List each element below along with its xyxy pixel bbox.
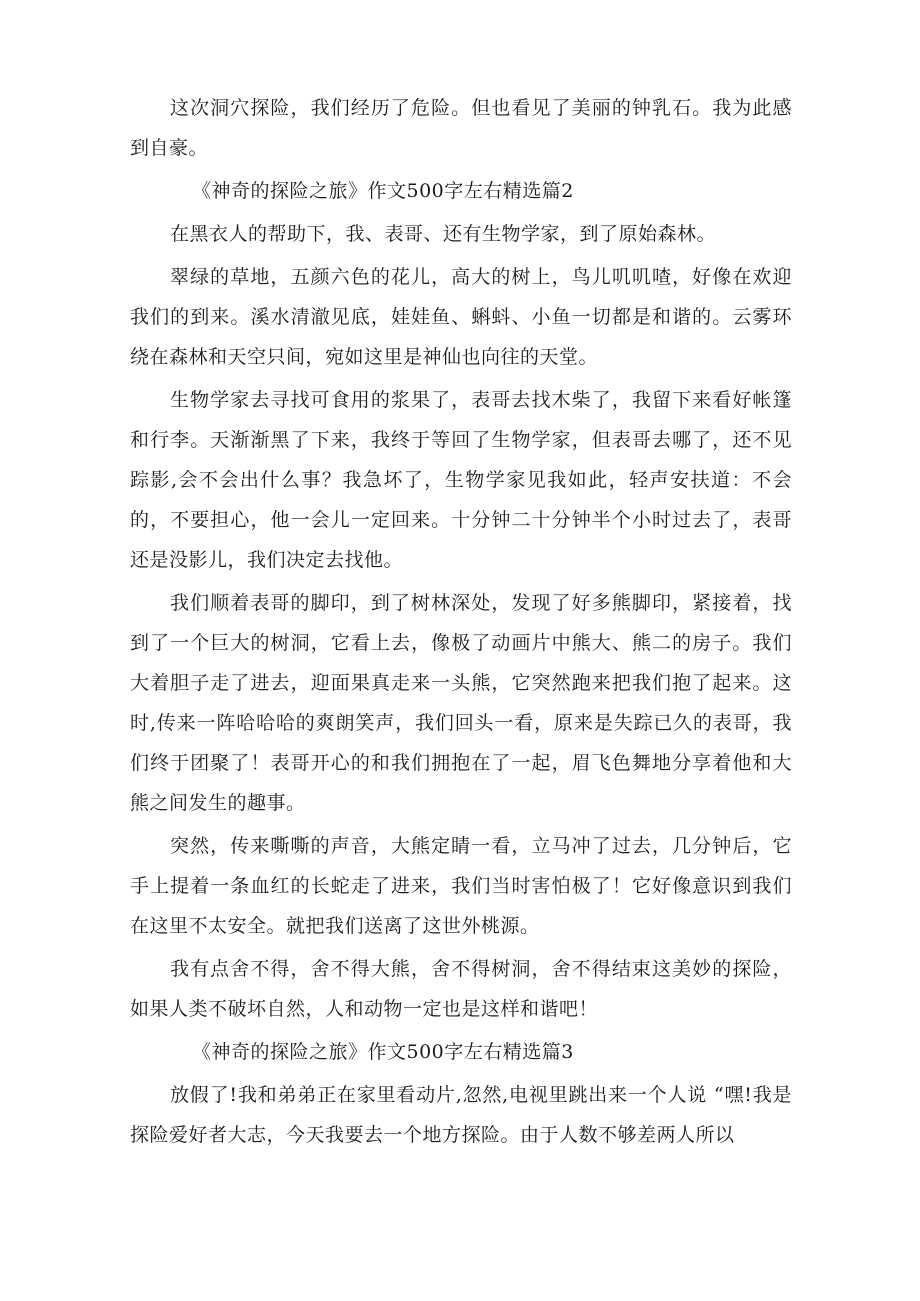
paragraph-farewell: 我有点舍不得，舍不得大熊，舍不得树洞，舍不得结束这美妙的探险，如果人类不破坏自然，人和动物一定也是这样和谐吧！ bbox=[130, 958, 792, 1020]
paragraph-cousin-missing: 生物学家去寻找可食用的浆果了，表哥去找木柴了，我留下来看好帐篷和行李。天渐渐黑了下来，我终于等回了生物学家，但表哥去哪了，还不见踪影,会不会出什么事？我急坏了，生物学家见我如此，轻声安扶道：不会的，不要担心，他一会儿一定回来。十分钟二十分钟半个小时过去了，表哥还是没影儿，我们决定去找他。 bbox=[130, 389, 792, 571]
paragraph-forest-scenery: 翠绿的草地，五颜六色的花儿，高大的树上，鸟儿叽叽喳，好像在欢迎我们的到来。溪水清澈见底，娃娃鱼、蝌蚪、小鱼一切都是和谐的。云雾环绕在森林和天空只间，宛如这里是神仙也向往的天堂。 bbox=[130, 266, 792, 368]
document-body bbox=[130, 88, 792, 1158]
section-heading-3: 《神奇的探险之旅》作文500字左右精选篇3 bbox=[192, 1041, 574, 1063]
section-heading-2: 《神奇的探险之旅》作文500字左右精选篇2 bbox=[192, 180, 574, 202]
paragraph-cave-ending: 这次洞穴探险，我们经历了危险。但也看见了美丽的钟乳石。我为此感到自豪。 bbox=[130, 97, 792, 159]
paragraph-bear-cave: 我们顺着表哥的脚印，到了树林深处，发现了好多熊脚印，紧接着，找到了一个巨大的树洞，它看上去，像极了动画片中熊大、熊二的房子。我们大着胆子走了进去，迎面果真走来一头熊，它突然跑来把我们抱了起来。这时,传来一阵哈哈哈的爽朗笑声，我们回头一看，原来是失踪已久的表哥，我们终于团聚了！表哥开心的和我们拥抱在了一起，眉飞色舞地分享着他和大熊之间发生的趣事。 bbox=[130, 592, 792, 814]
paragraph-vacation-start: 放假了!我和弟弟正在家里看动片,忽然,电视里跳出来一个人说 “嘿!我是探险爱好者大志，今天我要去一个地方探险。由于人数不够差两人所以 bbox=[130, 1084, 792, 1146]
paragraph-snake: 突然，传来嘶嘶的声音，大熊定睛一看，立马冲了过去，几分钟后，它手上提着一条血红的长蛇走了进来，我们当时害怕极了！它好像意识到我们在这里不太安全。就把我们送离了这世外桃源。 bbox=[130, 835, 792, 937]
paragraph-forest-arrival: 在黑衣人的帮助下，我、表哥、还有生物学家，到了原始森林。 bbox=[170, 223, 717, 245]
